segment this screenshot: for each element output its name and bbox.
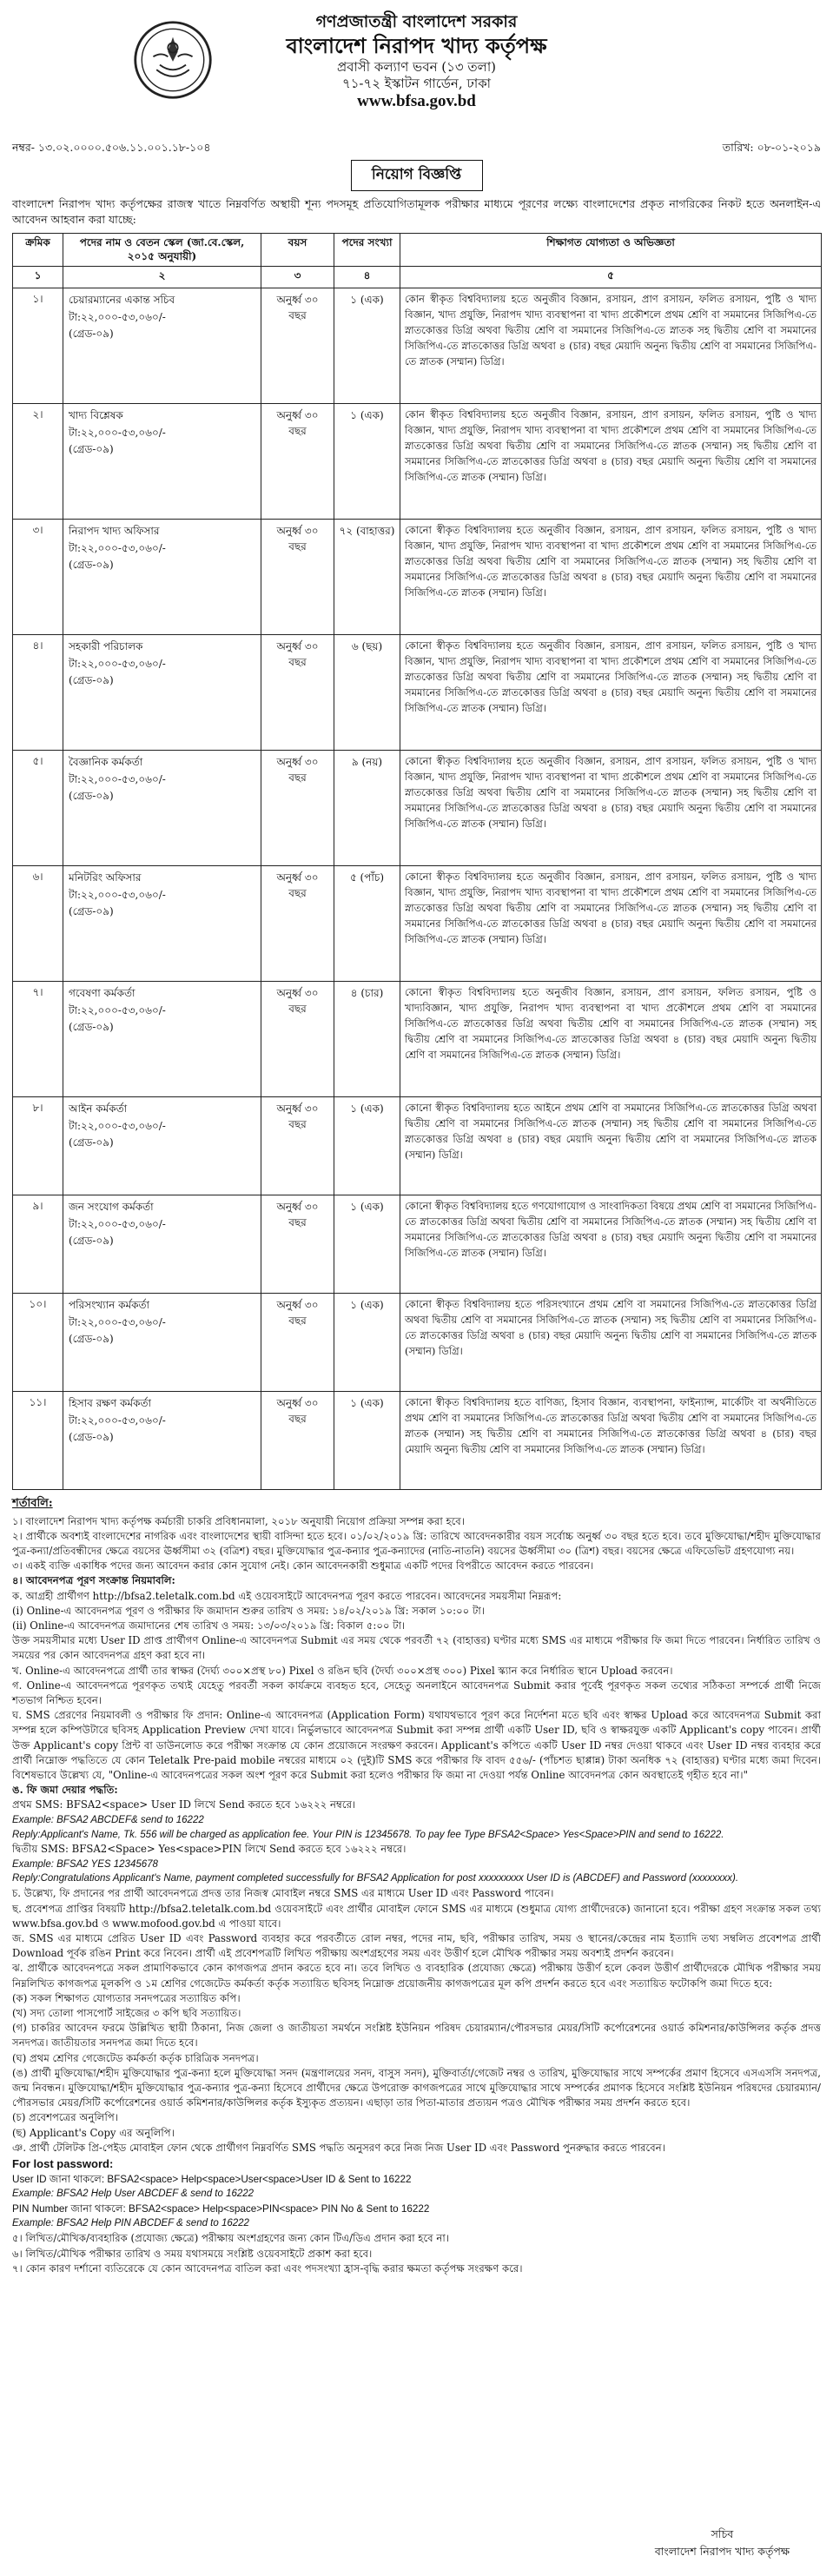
post-name: মনিটরিং অফিসার (69, 871, 142, 884)
term-subitem: গ. Online-এ আবেদনপত্রে পূরণকৃত তথ্যই যেহেতু পরবর্তী সকল কার্যক্রমে ব্যবহৃত হবে, সেহেতু অনলাইনে আবেদনপত্র Submit করার পূর্বেই পূরণকৃত সকল তথ্যের সঠিকতা সম্পর্কে প্রার্থী নিজে শতভাগ নিশ্চিত হবেন। (12, 1679, 821, 1706)
term-subitem: (ii) Online-এ আবেদনপত্র জমাদানের শেষ তারিখ ও সময়: ১৩/০৩/২০১৯ খ্রি: বিকাল ৫:০০ টা। (12, 1619, 406, 1632)
sms-example: Example: BFSA2 ABCDEF& send to 16222 (12, 1814, 204, 1825)
row-qualification: কোনো স্বীকৃত বিশ্ববিদ্যালয় হতে গণযোগাযোগ ও সাংবাদিকতা বিষয়ে প্রথম শ্রেণি বা সমমানের সিজিপিএ-তে স্নাতকোত্তর ডিগ্রি অথবা দ্বিতীয় শ্রেণি বা সমমানের সিজিপিএ-তে স্নাতক (সম্মান) সহ দ্বিতীয় শ্রেণি বা সমমানের সিজিপিএ-তে স্নাতকোত্তর ডিগ্রি অথবা ৪ (চার) বছর মেয়াদি অনুন্য দ্বিতীয় শ্রেণি বা সমমানের সিজিপিএ-তে স্নাতক (সম্মান) ডিগ্রি। (400, 1195, 822, 1294)
term-subitem: চ. উল্লেখ্য, ফি প্রদানের পর প্রার্থী আবেদনপত্রে প্রদত্ত তার নিজস্ব মোবাইল নম্বরে SMS এর মাধ্যমে User ID এবং Password পাবেন। (12, 1887, 554, 1900)
terms-title: শর্তাবলি: (12, 1497, 53, 1511)
table-header-row (13, 234, 822, 267)
row-count: ১ (এক) (334, 404, 400, 520)
age-unit: বছর (288, 309, 307, 322)
age-unit: বছর (288, 1314, 307, 1328)
authority-name: বাংলাদেশ নিরাপদ খাদ্য কর্তৃপক্ষ (286, 32, 547, 58)
sms-reply: Reply:Congratulations Applicant's Name, payment completed successfully for BFSA2 Application for post xxxxxxxxx User ID is (ABCDEF) and Password (xxxxxxxx). (12, 1873, 739, 1884)
age-limit: অনুর্ধ্ব ৩০ (276, 640, 319, 653)
term-item: ৩। একই ব্যক্তি একাধিক পদের জন্য আবেদন করার কোন সুযোগ নেই। কোন আবেদনকারী শুধুমাত্র একটি পদের বিপরীতে আবেদন করতে পারবেন। (12, 1560, 594, 1573)
government-emblem-icon (132, 19, 214, 101)
signatory-title: সচিব (711, 2527, 734, 2540)
post-name: পরিসংখ্যান কর্মকর্তা (69, 1299, 150, 1312)
table-row (13, 1392, 822, 1490)
document-item: (ঙ) প্রার্থী মুক্তিযোদ্ধা/শহীদ মুক্তিযোদ্ধার পুত্র-কন্যা হলে মুক্তিযোদ্ধা সনদ (মন্ত্রণালয়ের সনদ, বাসুস সনদ), মুক্তিবার্তা/গেজেট নম্বর ও তারিখ, মুক্তিযোদ্ধার সাথে সম্পর্কের প্রমাণ হিসেবে এসএসসি সনদপত্র, জন্ম নিবন্ধন। মুক্তিযোদ্ধা/শহীদ মুক্তিযোদ্ধার পুত্র-কন্যার পুত্র-কন্যা হিসেবে প্রার্থীদের ক্ষেত্রে উপরোক্ত কাগজপত্রের সাথে মুক্তিযোদ্ধার সাথে সম্পর্কের প্রমাণক হিসেবে সংশ্লিষ্ট ইউনিয়ন পরিষদের চেয়ারম্যান/পৌরসভার মেয়র/সিটি কর্পোরেশনের ওয়ার্ড কমিশনার/কাউন্সিলর কর্তৃক ইস্যুকৃত প্রত্যয়ন। এছাড়া তার পিতা-মাতার প্রত্যয়ন পত্রও মৌখিক পরীক্ষার সময় প্রদর্শন করতে হবে। (12, 2066, 821, 2109)
age-limit: অনুর্ধ্ব ৩০ (276, 756, 319, 769)
row-count: ১ (এক) (334, 1195, 400, 1294)
pay-scale: টা:২২,০০০-৫৩,০৬০/- (69, 1315, 166, 1328)
posts-table (12, 233, 822, 1490)
column-number: ২ (63, 267, 261, 288)
row-qualification: কোনো স্বীকৃত বিশ্ববিদ্যালয় হতে অনুজীব বিজ্ঞান, রসায়ন, প্রাণ রসায়ন, ফলিত রসায়ন, পুষ্টি ও খাদ্য বিজ্ঞান, খাদ্য প্রযুক্তি, নিরাপদ খাদ্য ব্যবস্থাপনা বা খাদ্য প্রকৌশলে প্রথম শ্রেণি বা সমমানের সিজিপিএ-তে স্নাতকোত্তর ডিগ্রি অথবা দ্বিতীয় শ্রেণি বা সমমানের সিজিপিএ-তে স্নাতক (সম্মান) সহ দ্বিতীয় শ্রেণি বা সমমানের সিজিপিএ-তে স্নাতকোত্তর ডিগ্রি অথবা ৪ (চার) বছর মেয়াদি অনুন্য দ্বিতীয় শ্রেণি বা সমমানের সিজিপিএ-তে স্নাতক (সম্মান) ডিগ্রি। (400, 751, 822, 866)
memo-line (12, 141, 821, 158)
age-unit: বছর (288, 425, 307, 438)
term-item: ৭। কোন কারণ দর্শানো ব্যতিরেকে যে কোন আবেদনপত্র বাতিল করা এবং পদসংখ্যা হ্রাস-বৃদ্ধি করার ক্ষমতা কর্তৃপক্ষ সংরক্ষণ করে। (12, 2261, 523, 2275)
row-count: ৫ (পাঁচ) (334, 866, 400, 982)
lost-password-instruction: PIN Number জানা থাকলে: BFSA2<space> Help<space>PIN<space> PIN No & Sent to 16222 (12, 2203, 430, 2215)
row-age (261, 866, 334, 982)
row-count: ৭২ (বাহাত্তর) (334, 520, 400, 635)
row-count: ৪ (চার) (334, 982, 400, 1097)
row-qualification: কোনো স্বীকৃত বিশ্ববিদ্যালয় হতে পরিসংখ্যানে প্রথম শ্রেণি বা সমমানের সিজিপিএ-তে স্নাতকোত্তর ডিগ্রি অথবা দ্বিতীয় শ্রেণি বা সমমানের সিজিপিএ-তে স্নাতক (সম্মান) সহ দ্বিতীয় শ্রেণি বা সমমানের সিজিপিএ-তে স্নাতকোত্তর ডিগ্রি অথবা ৪ (চার) বছর মেয়াদি অনুন্য দ্বিতীয় শ্রেণি বা সমমানের সিজিপিএ-তে স্নাতক (সম্মান) ডিগ্রি। (400, 1294, 822, 1392)
row-qualification: কোনো স্বীকৃত বিশ্ববিদ্যালয় হতে অনুজীব বিজ্ঞান, রসায়ন, প্রাণ রসায়ন, ফলিত রসায়ন, পুষ্টি ও খাদ্য বিজ্ঞান, খাদ্য প্রযুক্তি, নিরাপদ খাদ্য ব্যবস্থাপনা বা খাদ্য প্রকৌশলে প্রথম শ্রেণি বা সমমানের সিজিপিএ-তে স্নাতকোত্তর ডিগ্রি অথবা দ্বিতীয় শ্রেণি বা সমমানের সিজিপিএ-তে স্নাতক (সম্মান) সহ দ্বিতীয় শ্রেণি বা সমমানের সিজিপিএ-তে স্নাতকোত্তর ডিগ্রি অথবা ৪ (চার) বছর মেয়াদি অনুন্য দ্বিতীয় শ্রেণি বা সমমানের সিজিপিএ-তে স্নাতক (সম্মান) ডিগ্রি। (400, 866, 822, 982)
row-count: ১ (এক) (334, 1392, 400, 1490)
term-subitem: ঘ. SMS প্রেরণের নিয়মাবলী ও পরীক্ষার ফি প্রদান: Online-এ আবেদনপত্র (Application Form) যথাযথভাবে পূরণ করে নির্দেশনা মতে ছবি এবং স্বাক্ষর Upload করে আবেদনপত্র Submit করা সম্পন্ন হলে কম্পিউটারে ছবিসহ Application Preview দেখা যাবে। নির্ভুলভাবে আবেদনপত্র Submit করা সম্পন্ন প্রার্থী একটি User ID, ছবি ও স্বাক্ষরযুক্ত একটি Applicant's copy পাবেন। প্রার্থী উক্ত Applicant's copy প্রিন্ট বা ডাউনলোড করে পরীক্ষা সংক্রান্ত যে কোন প্রয়োজনে সংরক্ষণ করবেন। Applicant's কপিতে একটি User ID নম্বর দেওয়া থাকবে এবং User ID নম্বর ব্যবহার করে প্রার্থী নিম্নোক্ত পদ্ধতিতে যে কোন Teletalk Pre-paid mobile নম্বরের মাধ্যমে ০২ (দুই)টি SMS করে পরীক্ষার ফি বাবদ ৫৫৬/- (পাঁচশত ছাপ্পান্ন) টাকা অনধিক ৭২ (বাহাত্তর) ঘণ্টার মধ্যে জমা দিবেন। বিশেষভাবে উল্লেখ্য যে, "Online-এ আবেদনপত্রের সকল অংশ পূরণ করে Submit করা হলেও পরীক্ষার ফি জমা না দেওয়া পর্যন্ত Online আবেদনপত্র কোন অবস্থাতেই গৃহীত হবে না।" (12, 1709, 821, 1781)
age-limit: অনুর্ধ্ব ৩০ (276, 1299, 319, 1312)
age-unit: বছর (288, 887, 307, 900)
row-age (261, 635, 334, 751)
pay-scale: টা:২২,০০০-৫৩,০৬০/- (69, 310, 166, 323)
table-row (13, 1195, 822, 1294)
pay-scale: টা:২২,০০০-৫৩,০৬০/- (69, 541, 166, 554)
intro-paragraph: বাংলাদেশ নিরাপদ খাদ্য কর্তৃপক্ষের রাজস্ব খাতে নিম্নবর্ণিত অস্থায়ী শূন্য পদসমূহ প্রতিযোগিতামূলক পরীক্ষার মাধ্যমে পূরণের লক্ষ্যে বাংলাদেশের প্রকৃত নাগরিকের নিকট হতে অনলাইন-এ আবেদন আহবান করা যাচ্ছে: (12, 197, 821, 227)
age-unit: বছর (288, 771, 307, 785)
table-row (13, 751, 822, 866)
lost-password-example: Example: BFSA2 Help User ABCDEF & send to 16222 (12, 2189, 255, 2200)
age-unit: বছর (288, 540, 307, 553)
document-item: (ঘ) প্রথম শ্রেণির গেজেটেড কর্মকর্তা কর্তৃক চারিত্রিক সনদপত্র। (12, 2051, 259, 2064)
table-row (13, 1294, 822, 1392)
row-age (261, 288, 334, 404)
grade: (গ্রেড-০৯) (69, 327, 114, 340)
row-serial: ২। (13, 404, 63, 520)
term-item: ১। বাংলাদেশ নিরাপদ খাদ্য কর্তৃপক্ষ কর্মচারী চাকরি প্রবিধানমালা, ২০১৮ অনুযায়ী নিয়োগ প্রক্রিয়া সম্পন্ন করা হবে। (12, 1514, 465, 1527)
header-serial: ক্রমিক (13, 234, 63, 267)
row-age (261, 520, 334, 635)
pay-scale: টা:২২,০০০-৫৩,০৬০/- (69, 1217, 166, 1230)
row-qualification: কোনো স্বীকৃত বিশ্ববিদ্যালয় হতে অনুজীব বিজ্ঞান, রসায়ন, প্রাণ রসায়ন, ফলিত রসায়ন, পুষ্টি ও খাদ্য বিজ্ঞান, খাদ্য প্রযুক্তি, নিরাপদ খাদ্য ব্যবস্থাপনা বা খাদ্য প্রকৌশলে প্রথম শ্রেণি বা সমমানের সিজিপিএ-তে স্নাতকোত্তর ডিগ্রি অথবা দ্বিতীয় শ্রেণি বা সমমানের সিজিপিএ-তে স্নাতক (সম্মান) সহ দ্বিতীয় শ্রেণি বা সমমানের সিজিপিএ-তে স্নাতকোত্তর ডিগ্রি অথবা ৪ (চার) বছর মেয়াদি অনুন্য দ্বিতীয় শ্রেণি বা সমমানের সিজিপিএ-তে স্নাতক (সম্মান) ডিগ্রি। (400, 635, 822, 751)
row-count: ৯ (নয়) (334, 751, 400, 866)
row-count: ১ (এক) (334, 1097, 400, 1195)
post-name: আইন কর্মকর্তা (69, 1103, 128, 1116)
post-name: খাদ্য বিশ্লেষক (69, 409, 123, 422)
row-post (63, 1294, 261, 1392)
address: ৭১-৭২ ইস্কাটন গার্ডেন, ঢাকা (341, 75, 492, 91)
row-serial: ৭। (13, 982, 63, 1097)
memo-date: তারিখ: ০৮-০১-২০১৯ (722, 141, 821, 154)
post-name: চেয়ারম্যানের একান্ত সচিব (69, 294, 175, 307)
sms-instruction: দ্বিতীয় SMS: BFSA2<Space> Yes<space>PIN লিখে Send করতে হবে ১৬২২২ নম্বরে। (12, 1843, 407, 1856)
table-row (13, 866, 822, 982)
age-limit: অনুর্ধ্ব ৩০ (276, 294, 319, 307)
age-unit: বছর (288, 1413, 307, 1426)
header-post-count: পদের সংখ্যা (334, 234, 400, 267)
fee-method-title: ঙ. ফি জমা দেয়ার পদ্ধতি: (12, 1784, 118, 1797)
notice-title: নিয়োগ বিজ্ঞপ্তি (351, 160, 483, 191)
row-post (63, 982, 261, 1097)
row-age (261, 751, 334, 866)
sms-example: Example: BFSA2 YES 12345678 (12, 1858, 158, 1870)
lost-password-title: For lost password: (12, 2157, 114, 2171)
table-row (13, 1097, 822, 1195)
term-subitem: উক্ত সময়সীমার মধ্যে User ID প্রাপ্ত প্রার্থীগণ Online-এ আবেদনপত্র Submit এর সময় থেকে পরবর্তী ৭২ (বাহাত্তর) ঘণ্টার মধ্যে SMS এর মাধ্যমে পরীক্ষার ফি জমা দিতে পারবেন। নির্ধারিত তারিখ ও সময়ের পর কোন আবেদনপত্র গ্রহণ করা হবে না। (12, 1634, 821, 1662)
post-name: জন সংযোগ কর্মকর্তা (69, 1201, 154, 1214)
signature-block (655, 2526, 790, 2560)
term-subitem: ঞ. প্রার্থী টেলিটক প্রি-পেইড মোবাইল ফোন থেকে প্রার্থীগণ নিম্নবর্ণিত SMS পদ্ধতি অনুসরণ করে নিজ নিজ User ID এবং Password পুনরুদ্ধার করতে পারবেন। (12, 2141, 665, 2154)
grade: (গ্রেড-০৯) (69, 673, 114, 686)
memo-number: নম্বর- ১৩.০২.০০০০.৫০৬.১১.০০১.১৮-১০৪ (12, 141, 211, 154)
column-number: ৩ (261, 267, 334, 288)
website: www.bfsa.gov.bd (357, 92, 476, 111)
grade: (গ্রেড-০৯) (69, 442, 114, 455)
grade: (গ্রেড-০৯) (69, 1136, 114, 1149)
document-item: (ছ) Applicant's Copy এর অনুলিপি। (12, 2126, 175, 2139)
row-serial: ৩। (13, 520, 63, 635)
term-heading: ৪। আবেদনপত্র পূরণ সংক্রান্ত নিয়মাবলি: (12, 1574, 175, 1587)
age-limit: অনুর্ধ্ব ৩০ (276, 987, 319, 1000)
lost-password-instruction: User ID জানা থাকলে: BFSA2<space> Help<space>User<space>User ID & Sent to 16222 (12, 2174, 412, 2186)
column-number: ১ (13, 267, 63, 288)
document-item: (খ) সদ্য তোলা পাসপোর্ট সাইজের ৩ কপি ছবি সত্যায়িত। (12, 2007, 241, 2019)
row-age (261, 1195, 334, 1294)
lost-password-example: Example: BFSA2 Help PIN ABCDEF & send to 16222 (12, 2218, 249, 2229)
row-post (63, 404, 261, 520)
row-post (63, 866, 261, 982)
table-row (13, 635, 822, 751)
age-unit: বছর (288, 1216, 307, 1229)
pay-scale: টা:২২,০০০-৫৩,০৬০/- (69, 888, 166, 901)
government-name: গণপ্রজাতন্ত্রী বাংলাদেশ সরকার (315, 12, 518, 31)
header-age: বয়স (261, 234, 334, 267)
pay-scale: টা:২২,০০০-৫৩,০৬০/- (69, 657, 166, 670)
building-name: প্রবাসী কল্যাণ ভবন (১৩ তলা) (336, 58, 497, 75)
term-subitem: জ. SMS এর মাধ্যমে প্রেরিত User ID এবং Password ব্যবহার করে পরবর্তীতে রোল নম্বর, পদের নাম, ছবি, পরীক্ষার তারিখ, সময় ও স্থানের/কেন্দ্রের নাম ইত্যাদি তথ্য সম্বলিত প্রবেশপত্র প্রার্থী Download পূর্বক রঙিন Print করে নিবেন। প্রার্থী এই প্রবেশপত্রটি লিখিত পরীক্ষায় অংশগ্রহণের সময় এবং উত্তীর্ণ হলে মৌখিক পরীক্ষার সময় অবশ্যই প্রদর্শন করবেন। (12, 1931, 821, 1960)
letterhead (12, 7, 821, 137)
table-row (13, 288, 822, 404)
pay-scale: টা:২২,০০০-৫৩,০৬০/- (69, 772, 166, 785)
term-item: ৫। লিখিত/মৌখিক/ব্যবহারিক (প্রযোজ্য ক্ষেত্রে) পরীক্ষায় অংশগ্রহণের জন্য কোন টিএ/ডিএ প্রদান করা হবে না। (12, 2232, 449, 2245)
row-age (261, 1097, 334, 1195)
row-serial: ১০। (13, 1294, 63, 1392)
row-age (261, 982, 334, 1097)
signatory-office: বাংলাদেশ নিরাপদ খাদ্য কর্তৃপক্ষ (654, 2545, 790, 2558)
row-serial: ৬। (13, 866, 63, 982)
post-name: বৈজ্ঞানিক কর্মকর্তা (69, 756, 143, 769)
row-serial: ৯। (13, 1195, 63, 1294)
row-age (261, 1294, 334, 1392)
row-serial: ৫। (13, 751, 63, 866)
grade: (গ্রেড-০৯) (69, 558, 114, 571)
term-subitem: ঝ. প্রার্থীকে আবেদনপত্রে সকল প্রামাণিকভাবে কোন কাগজপত্র প্রদান করতে হবে না। তবে লিখিত ও ব্যবহারিক (প্রযোজ্য ক্ষেত্রে) পরীক্ষায় উত্তীর্ণ হলে কেবল উত্তীর্ণ প্রার্থীদেরকে মৌখিক পরীক্ষার সময় নিম্নলিখিত কাগজপত্র মূলকপি ও ১ম শ্রেণির গেজেটেড কর্মকর্তা কর্তৃক সত্যায়িত ছবিসহ নিম্নোক্ত প্রয়োজনীয় কাগজপত্রের মূল কপি প্রদর্শন করতে হবে এবং সত্যায়িত ফটোকপি জমা দিতে হবে: (12, 1962, 821, 1990)
post-name: হিসাব রক্ষণ কর্মকর্তা (69, 1397, 151, 1410)
document-item: (গ) চাকরির আবেদন ফরমে উল্লিখিত স্থায়ী ঠিকানা, নিজ জেলা ও জাতীয়তা সমর্থনে সংশ্লিষ্ট ইউনিয়ন পরিষদ চেয়ারম্যান/পৌরসভার মেয়র/সিটি কর্পোরেশনের ওয়ার্ড কমিশনার/কাউন্সিলর কর্তৃক প্রদত্ত সনদপত্র। জাতীয়তার সনদপত্র জমা দিতে হবে। (12, 2022, 821, 2050)
table-row (13, 520, 822, 635)
row-qualification: কোন স্বীকৃত বিশ্ববিদ্যালয় হতে অনুজীব বিজ্ঞান, রসায়ন, প্রাণ রসায়ন, ফলিত রসায়ন, পুষ্টি ও খাদ্য বিজ্ঞান, খাদ্য প্রযুক্তি, নিরাপদ খাদ্য ব্যবস্থাপনা বা খাদ্য প্রকৌশলে প্রথম শ্রেণি বা সমমানের সিজিপিএ-তে স্নাতকোত্তর ডিগ্রি অথবা দ্বিতীয় শ্রেণি বা সমমানের সিজিপিএ-তে স্নাতক (সম্মান) সহ দ্বিতীয় শ্রেণি বা সমমানের সিজিপিএ-তে স্নাতকোত্তর ডিগ্রি অথবা ৪ (চার) বছর মেয়াদি অনুন্য দ্বিতীয় শ্রেণি বা সমমানের সিজিপিএ-তে স্নাতক (সম্মান) ডিগ্রি। (400, 404, 822, 520)
age-unit: বছর (288, 1118, 307, 1131)
row-count: ১ (এক) (334, 288, 400, 404)
row-age (261, 1392, 334, 1490)
pay-scale: টা:২২,০০০-৫৩,০৬০/- (69, 1414, 166, 1427)
row-serial: ৪। (13, 635, 63, 751)
row-serial: ১১। (13, 1392, 63, 1490)
pay-scale: টা:২২,০০০-৫৩,০৬০/- (69, 1119, 166, 1132)
table-row (13, 404, 822, 520)
row-qualification: কোনো স্বীকৃত বিশ্ববিদ্যালয় হতে বাণিজ্য, হিসাব বিজ্ঞান, ব্যবস্থাপনা, ফাইন্যান্স, মার্কেটিং বা অর্থনীতিতে প্রথম শ্রেণি বা সমমানের সিজিপিএ-তে স্নাতকোত্তর ডিগ্রি অথবা দ্বিতীয় শ্রেণি বা সমমানের সিজিপিএ-তে স্নাতক (সম্মান) সহ দ্বিতীয় শ্রেণি বা সমমানের সিজিপিএ-তে স্নাতকোত্তর ডিগ্রি অথবা ৪ (চার) বছর মেয়াদি অনুন্য দ্বিতীয় শ্রেণি বা সমমানের সিজিপিএ-তে স্নাতক (সম্মান) ডিগ্রি। (400, 1392, 822, 1490)
sms-instruction: প্রথম SMS: BFSA2<space> User ID লিখে Send করতে হবে ১৬২২২ নম্বরে। (12, 1798, 356, 1811)
age-limit: অনুর্ধ্ব ৩০ (276, 871, 319, 884)
post-name: নিরাপদ খাদ্য অফিসার (69, 525, 160, 538)
header-post-scale: পদের নাম ও বেতন স্কেল (জা.বে.স্কেল, ২০১৫ অনুযায়ী) (63, 234, 261, 267)
row-qualification: কোনো স্বীকৃত বিশ্ববিদ্যালয় হতে অনুজীব বিজ্ঞান, রসায়ন, প্রাণ রসায়ন, ফলিত রসায়ন, পুষ্টি ও খাদ্য বিজ্ঞান, খাদ্য প্রযুক্তি, নিরাপদ খাদ্য ব্যবস্থাপনা বা খাদ্য প্রকৌশলে প্রথম শ্রেণি বা সমমানের সিজিপিএ-তে স্নাতকোত্তর ডিগ্রি অথবা দ্বিতীয় শ্রেণি বা সমমানের সিজিপিএ-তে স্নাতক (সম্মান) সহ দ্বিতীয় শ্রেণি বা সমমানের সিজিপিএ-তে স্নাতকোত্তর ডিগ্রি অথবা ৪ (চার) বছর মেয়াদি অনুন্য দ্বিতীয় শ্রেণি বা সমমানের সিজিপিএ-তে স্নাতক (সম্মান) ডিগ্রি। (400, 520, 822, 635)
grade: (গ্রেড-০৯) (69, 904, 114, 917)
row-post (63, 635, 261, 751)
column-number: ৪ (334, 267, 400, 288)
table-row (13, 982, 822, 1097)
document-item: (চ) প্রবেশপত্রের অনুলিপি। (12, 2111, 118, 2124)
term-subitem: খ. Online-এ আবেদনপত্রে প্রার্থী তার স্বাক্ষর (দৈর্ঘ্য ৩০০×প্রস্থ ৮০) Pixel ও রঙিন ছবি (দৈর্ঘ্য ৩০০×প্রস্থ ৩০০) Pixel স্ক্যান করে নির্ধারিত স্থানে Upload করবেন। (12, 1664, 673, 1677)
post-name: গবেষণা কর্মকর্তা (69, 987, 136, 1000)
row-serial: ১। (13, 288, 63, 404)
row-post (63, 751, 261, 866)
row-qualification: কোনো স্বীকৃত বিশ্ববিদ্যালয় হতে আইনে প্রথম শ্রেণি বা সমমানের সিজিপিএ-তে স্নাতকোত্তর ডিগ্রি অথবা দ্বিতীয় শ্রেণি বা সমমানের সিজিপিএ-তে স্নাতক (সম্মান) সহ দ্বিতীয় শ্রেণি বা সমমানের সিজিপিএ-তে স্নাতকোত্তর ডিগ্রি অথবা ৪ (চার) বছর মেয়াদি অনুন্য দ্বিতীয় শ্রেণি বা সমমানের সিজিপিএ-তে স্নাতক (সম্মান) ডিগ্রি। (400, 1097, 822, 1195)
term-item: ২। প্রার্থীকে অবশ্যই বাংলাদেশের নাগরিক এবং বাংলাদেশের স্থায়ী বাসিন্দা হতে হবে। ০১/০২/২০১৯ খ্রি: তারিখে আবেদনকারীর বয়স সর্বোচ্চ অনুর্ধ্ব ৩০ বছর হতে হবে। তবে মুক্তিযোদ্ধা/শহীদ মুক্তিযোদ্ধার পুত্র-কন্যা/প্রতিবন্ধীদের ক্ষেত্রে বয়সের ঊর্ধ্বসীমা ৩২ (বত্রিশ) বছর। মুক্তিযোদ্ধার পুত্র-কন্যার পুত্র-কন্যাদের (নাতি-নাতনি) বয়সের ঊর্ধ্বসীমা ৩০ (ত্রিশ) বছর। বয়সের ক্ষেত্রে এফিডেভিট গ্রহণযোগ্য নয়। (12, 1529, 821, 1557)
grade: (গ্রেড-০৯) (69, 1332, 114, 1345)
sms-reply: Reply:Applicant's Name, Tk. 556 will be charged as application fee. Your PIN is 12345678. To pay fee Type BFSA2<Space> Yes<Space>PIN and send to 16222. (12, 1829, 724, 1840)
column-number-row (13, 267, 822, 288)
age-unit: বছর (288, 1003, 307, 1016)
term-subitem: ছ. প্রবেশপত্র প্রাপ্তির বিষয়টি http://bfsa2.teletalk.com.bd ওয়েবসাইটে এবং প্রার্থীর মোবাইল ফোনে SMS এর মাধ্যমে (শুধুমাত্র যোগ্য প্রার্থীদেরকে) জানানো হবে। পরীক্ষা গ্রহণ সংক্রান্ত সকল তথ্য www.bfsa.gov.bd ও www.mofood.gov.bd এ পাওয়া যাবে। (12, 1902, 821, 1930)
row-post (63, 1097, 261, 1195)
row-post (63, 1195, 261, 1294)
document-item: (ক) সকল শিক্ষাগত যোগ্যতার সনদপত্রের সত্যায়িত কপি। (12, 1991, 241, 2004)
row-qualification: কোনো স্বীকৃত বিশ্ববিদ্যালয় হতে অনুজীব বিজ্ঞান, রসায়ন, প্রাণ রসায়ন, ফলিত রসায়ন, পুষ্টি ও খাদ্যবিজ্ঞান, খাদ্য প্রযুক্তি, নিরাপদ খাদ্য ব্যবস্থাপনা বা খাদ্য প্রকৌশলে প্রথম শ্রেণি বা সমমানের সিজিপিএ-তে স্নাতকোত্তর ডিগ্রি অথবা দ্বিতীয় শ্রেণি বা সমমানের সিজিপিএ-তে স্নাতক (সম্মান) সহ দ্বিতীয় শ্রেণি বা সমমানের সিজিপিএ-তে স্নাতকোত্তর ডিগ্রি অথবা ৪ (চার) বছর মেয়াদি অনুন্য দ্বিতীয় শ্রেণি বা সমমানের সিজিপিএ-তে স্নাতক (সম্মান) ডিগ্রি। (400, 982, 822, 1097)
term-subitem: ক. আগ্রহী প্রার্থীগণ http://bfsa2.teletalk.com.bd এই ওয়েবসাইটে আবেদনপত্র পূরণ করতে পারবেন। আবেদনের সময়সীমা নিম্নরূপ: (12, 1589, 562, 1602)
age-limit: অনুর্ধ্ব ৩০ (276, 409, 319, 422)
pay-scale: টা:২২,০০০-৫৩,০৬০/- (69, 1003, 166, 1016)
term-item: ৬। লিখিত/মৌখিক পরীক্ষার তারিখ ও সময় যথাসময়ে সংশ্লিষ্ট ওয়েবসাইটে প্রকাশ করা হবে। (12, 2247, 373, 2260)
row-count: ১ (এক) (334, 1294, 400, 1392)
pay-scale: টা:২২,০০০-৫৩,০৬০/- (69, 426, 166, 439)
post-name: সহকারী পরিচালক (69, 640, 143, 653)
column-number: ৫ (400, 267, 822, 288)
age-limit: অনুর্ধ্ব ৩০ (276, 1201, 319, 1214)
row-count: ৬ (ছয়) (334, 635, 400, 751)
header-qualification: শিক্ষাগত যোগ্যতা ও অভিজ্ঞতা (400, 234, 822, 267)
row-post (63, 288, 261, 404)
age-unit: বছর (288, 656, 307, 669)
row-age (261, 404, 334, 520)
terms-section (12, 1495, 821, 2276)
age-limit: অনুর্ধ্ব ৩০ (276, 525, 319, 538)
term-subitem: (i) Online-এ আবেদনপত্র পূরণ ও পরীক্ষার ফি জমাদান শুরুর তারিখ ও সময়: ১৪/০২/২০১৯ খ্রি: সকাল ১০:০০ টা। (12, 1604, 485, 1617)
grade: (গ্রেড-০৯) (69, 789, 114, 802)
row-serial: ৮। (13, 1097, 63, 1195)
row-post (63, 1392, 261, 1490)
age-limit: অনুর্ধ্ব ৩০ (276, 1397, 319, 1410)
row-post (63, 520, 261, 635)
row-qualification: কোন স্বীকৃত বিশ্ববিদ্যালয় হতে অনুজীব বিজ্ঞান, রসায়ন, প্রাণ রসায়ন, ফলিত রসায়ন, পুষ্টি ও খাদ্য বিজ্ঞান, খাদ্য প্রযুক্তি, নিরাপদ খাদ্য ব্যবস্থাপনা বা খাদ্য প্রকৌশলে প্রথম শ্রেণি বা সমমানের সিজিপিএ-তে স্নাতকোত্তর ডিগ্রি অথবা দ্বিতীয় শ্রেণি বা সমমানের সিজিপিএ-তে স্নাতক সহ দ্বিতীয় শ্রেণি বা সমমানের সিজিপিএ-তে স্নাতকোত্তর ডিগ্রি অথবা ৪ (চার) বছর মেয়াদি অনুন্য দ্বিতীয় শ্রেণি বা সমমানের সিজিপিএ-তে স্নাতক (সম্মান) ডিগ্রি। (400, 288, 822, 404)
grade: (গ্রেড-০৯) (69, 1020, 114, 1033)
grade: (গ্রেড-০৯) (69, 1234, 114, 1247)
age-limit: অনুর্ধ্ব ৩০ (276, 1103, 319, 1116)
grade: (গ্রেড-০৯) (69, 1430, 114, 1443)
